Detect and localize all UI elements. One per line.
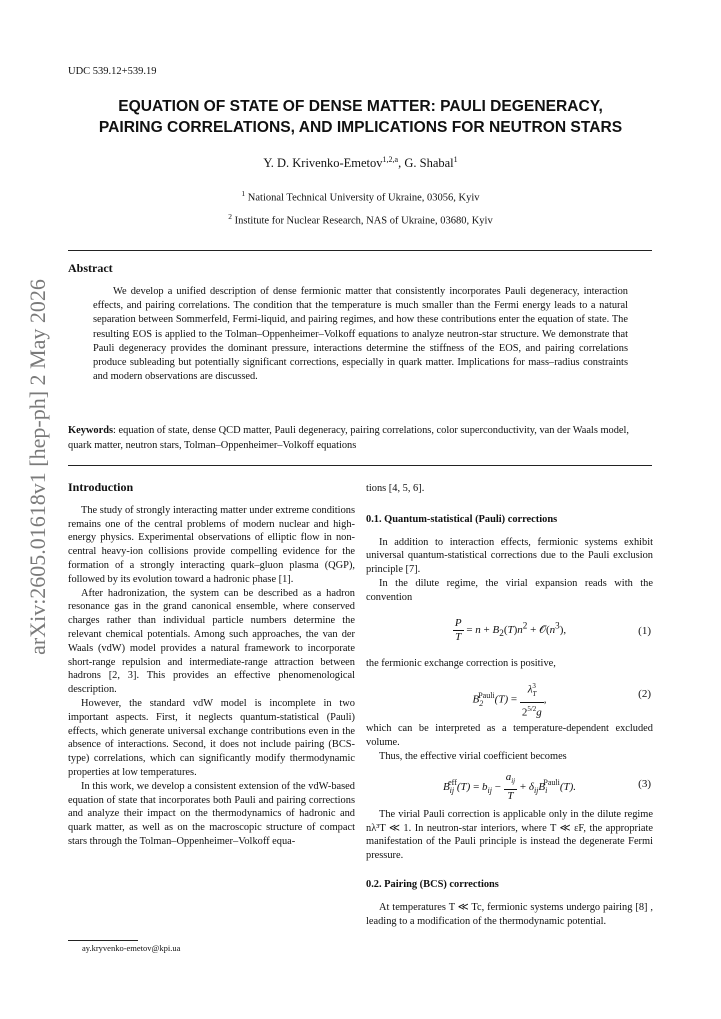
title-line-2: PAIRING CORRELATIONS, AND IMPLICATIONS FOR NEUTRON STARS — [98, 119, 623, 136]
section-0-1-paragraph-3: the fermionic exchange correction is positive, — [366, 657, 556, 669]
section-0-1-paragraph-1: In addition to interaction effects, fermionic systems exhibit universal quantum-statistical corrections due to the Pauli exclusion principle [7]. — [366, 536, 653, 576]
section-0-1-heading: 0.1. Quantum-statistical (Pauli) corrections — [366, 513, 558, 525]
equation-3-number: (3) — [638, 777, 651, 790]
author-1: Y. D. Krivenko-Emetov — [263, 156, 383, 171]
section-0-1-paragraph-5: Thus, the effective virial coefficient becomes — [379, 750, 567, 762]
section-0-1-paragraph-4: which can be interpreted as a temperature-dependent excluded volume. — [366, 723, 653, 749]
equation-3-denominator: T — [507, 789, 514, 802]
arxiv-identifier: arXiv:2605.01618v1 [hep-ph] 2 May 2026 — [25, 279, 50, 655]
keywords — [68, 424, 652, 453]
affiliation-2-text: Institute for Nuclear Research, NAS of Ukraine, 03680, Kyiv — [232, 215, 493, 227]
author-1-superscript: 1,2,a — [382, 155, 399, 164]
equation-2-number: (2) — [638, 688, 651, 701]
continued-text: tions [4, 5, 6]. — [366, 483, 425, 494]
udc-code: UDC 539.12+539.19 — [68, 66, 157, 77]
affiliation-1-number: 1 — [241, 189, 246, 198]
affiliation-2 — [60, 212, 661, 227]
intro-paragraph-2: After hadronization, the system can be described as a hadron resonance gas in the grand canonical ensemble, where conserved charges rather than individual particle numbers determine the relevant chemical potentials. Among such approaches, the van der Waals (vdW) model provides a natural framework to incorporate short-range repulsion and intermediate-range attraction between hadrons [2, 3]. This provides an effective phenomenological description. — [68, 587, 355, 696]
equation-1-number: (1) — [638, 624, 651, 637]
author-list — [60, 155, 661, 171]
section-0-2-heading: 0.2. Pairing (BCS) corrections — [366, 878, 499, 890]
left-column — [68, 481, 355, 849]
middle-divider — [68, 465, 652, 466]
equation-1 — [366, 611, 653, 655]
right-column — [366, 482, 653, 928]
affiliation-2-number: 2 — [228, 212, 233, 221]
equation-2-numerator: $\lambda_T^3$ — [520, 680, 544, 703]
equation-3 — [366, 766, 653, 808]
equation-2-fraction — [520, 680, 544, 720]
footnote: ay.kryvenko-emetov@kpi.ua — [82, 943, 181, 953]
keywords-label: Keywords — [68, 425, 114, 436]
equation-1-denominator: T — [455, 631, 462, 644]
equation-1-body — [366, 617, 653, 646]
equation-3-fraction — [504, 771, 517, 804]
equation-1-numerator: P — [453, 617, 464, 632]
introduction-heading: Introduction — [68, 480, 134, 494]
section-0-1-paragraph-2: In the dilute regime, the virial expansion reads with the convention — [366, 577, 653, 603]
intro-paragraph-1: The study of strongly interacting matter under extreme conditions remains one of the central problems of modern nuclear and high-energy physics. Experimental observations of elliptic flow in non-central heavy-ion collisions provide compelling evidence for the formation of a strongly interacting quark–gluon plasma (QGP), followed by its evolution toward a hadronic phase [1]. — [68, 504, 355, 585]
author-2: , G. Shabal — [398, 156, 454, 171]
equation-1-fraction — [453, 617, 464, 646]
equation-2 — [366, 674, 653, 718]
keywords-text: : equation of state, dense QCD matter, Pauli degeneracy, pairing correlations, color superconductivity, van der Waals model, quark matter, neutron stars, Tolman–Oppenheimer–Volkoff equations — [68, 425, 630, 451]
affiliation-1-text: National Technical University of Ukraine, 03056, Kyiv — [245, 192, 480, 204]
section-0-1-paragraph-6: The virial Pauli correction is applicable only in the dilute regime nλ³T ≪ 1. In neutron-star interiors, where T ≪ εF, the appropriate manifestation of the Pauli principle is instead the degenerate Fermi pressure. — [366, 808, 653, 862]
footnote-rule — [68, 940, 138, 941]
abstract-heading: Abstract — [68, 261, 113, 275]
equation-3-numerator: $a_{ij}$ — [504, 771, 517, 790]
paper-title — [60, 96, 661, 138]
affiliation-1 — [60, 189, 661, 204]
intro-paragraph-4: In this work, we develop a consistent extension of the vdW-based equation of state that incorporates both Pauli and pairing corrections and analyze their impact on the thermodynamics of hadronic and quark matter, as well as on the macroscopic structure of compact stars through the Tolman–Oppenheimer–Volkoff equa- — [68, 780, 355, 847]
section-0-2-paragraph-1: At temperatures T ≪ Tc, fermionic systems undergo pairing [8] , leading to a modification of the thermodynamic potential. — [366, 901, 653, 927]
equation-2-denominator: $2^{5/2}g$ — [521, 705, 542, 719]
author-2-superscript: 1 — [453, 155, 458, 164]
equation-3-body: $B_{ij}^{eff}(T) = b_{ij}$ − $\frac{a_{ij}}{T}$ + $\delta_{ij}B_i^{Pauli}(T)$. — [442, 770, 577, 802]
abstract-text: We develop a unified description of dense fermionic matter that consistently incorporates Pauli degeneracy, interaction effects, and pairing correlations. The condition that the temperature is much smaller than the Fermi energy leads to a natural separation between Sommerfeld, Fermi-liquid, and pairing regimes, and how these contributions enter the equation of state. The resulting EOS is applied to the Tolman–Oppenheimer–Volkoff equations to analyze neutron-star structure. We demonstrate that Pauli degeneracy provides the dominant pressure, interactions determine the stiffness of the EOS, and pairing correlations produce subleading but potentially significant corrections, especially in quark matter. Implications for mass–radius constraints and modern observations are discussed. — [93, 286, 628, 383]
equation-2-body: $B_2^{Pauli}(T)$ = $\frac{\lambda_T^3}{2^{5/2}g}$ , — [472, 682, 547, 719]
equation-1-rhs: = $n + B_2(T)n^2$ + $𝒪(n^3)$, — [466, 620, 567, 639]
title-line-1: EQUATION OF STATE OF DENSE MATTER: PAULI DEGENERACY, — [118, 98, 603, 115]
top-divider — [68, 250, 652, 251]
intro-paragraph-3: However, the standard vdW model is incomplete in two important aspects. First, it neglects quantum-statistical (Pauli) effects, which generate universal exchange contributions even in the absence of interactions. Second, it does not include pairing (BCS-type) correlations, which can significantly modify thermodynamic properties at low temperatures. — [68, 697, 355, 778]
